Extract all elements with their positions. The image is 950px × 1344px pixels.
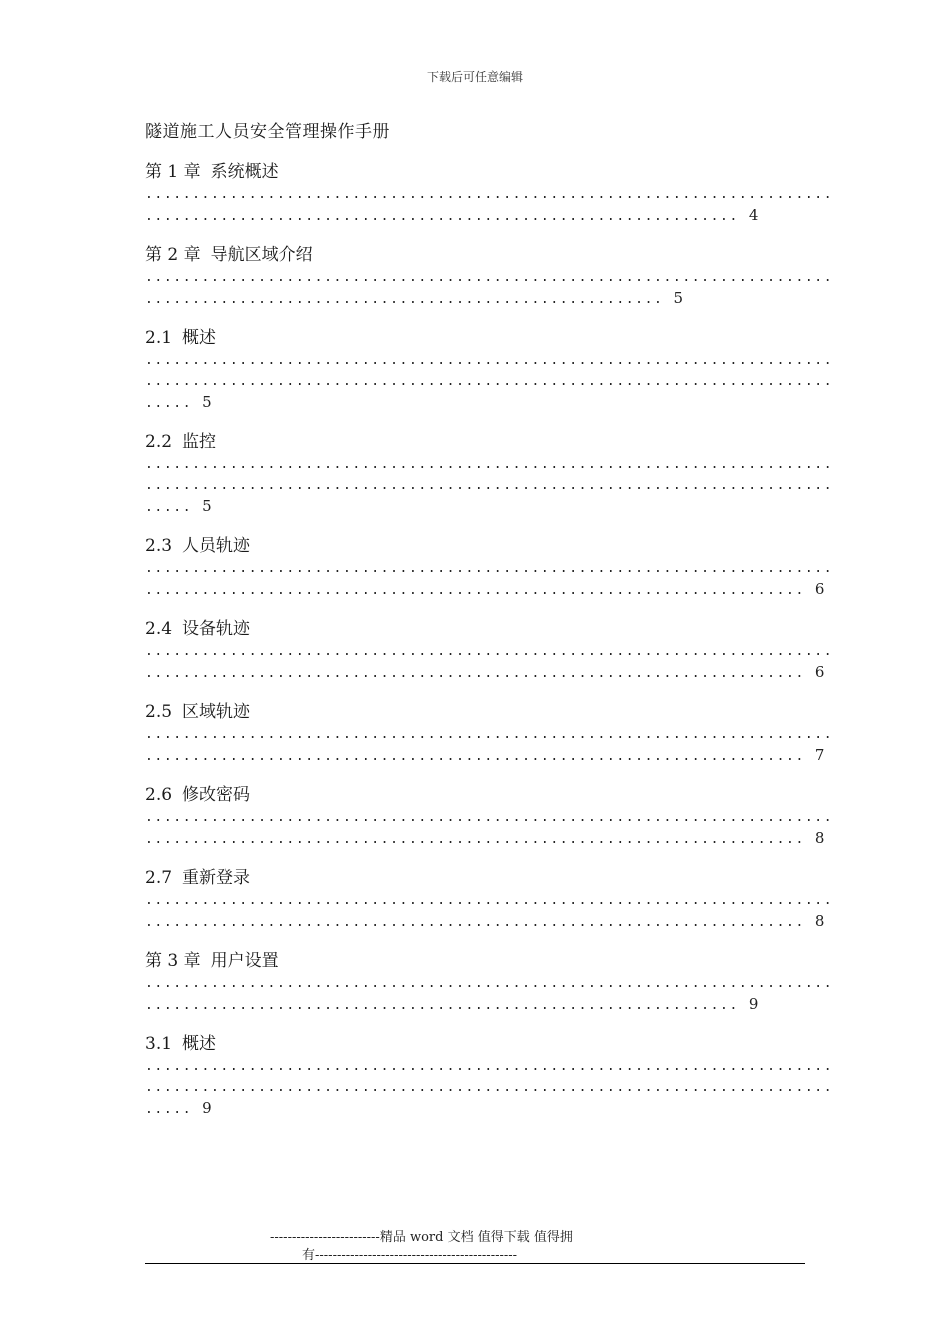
toc-leader-dots: ......................................................................... — [145, 374, 834, 389]
toc-leader-dots: ......................................................................... — [145, 893, 834, 908]
toc-entry-number: 第 2 章 — [145, 245, 201, 265]
toc-entry-label: 用户设置 — [210, 951, 279, 971]
toc-entry[interactable] — [145, 783, 834, 850]
toc-entry-number: 2.4 — [145, 619, 173, 639]
toc-entry-heading — [145, 534, 805, 558]
toc-entry-number: 2.7 — [145, 868, 173, 888]
toc-leader-dots: ..... 5 — [145, 393, 212, 411]
toc-page-number: 5 — [673, 289, 684, 307]
toc-leader-dots: ......................................................................... — [145, 478, 834, 493]
toc-entry-number: 2.3 — [145, 536, 173, 556]
toc-entry-heading — [145, 866, 805, 890]
toc-entry-label: 设备轨迹 — [182, 619, 251, 639]
toc-entry-heading — [145, 1032, 805, 1056]
table-of-contents — [145, 160, 834, 1136]
toc-leader-dots: ......................................................................... — [145, 727, 834, 742]
toc-entry-heading — [145, 617, 805, 641]
toc-entry-heading — [145, 700, 805, 724]
toc-page-number: 5 — [202, 393, 212, 411]
footer-line-1: -------------------------精品 word 文档 值得下载 值得拥 — [270, 1230, 573, 1245]
toc-entry[interactable] — [145, 617, 834, 684]
toc-entry-label: 区域轨迹 — [182, 702, 251, 722]
toc-page-number: 9 — [202, 1099, 212, 1117]
toc-entry-label: 监控 — [182, 432, 217, 452]
toc-entry-heading — [145, 326, 805, 350]
toc-entry-heading — [145, 949, 805, 973]
toc-leader-dots: ...................................................................... 8 — [145, 912, 825, 930]
toc-leader-dots: ......................................................................... — [145, 561, 834, 576]
toc-entry-label: 人员轨迹 — [182, 536, 251, 556]
footer-line-2: 有---------------------------------------------- — [302, 1248, 518, 1263]
toc-page-number: 8 — [814, 829, 825, 847]
toc-entry[interactable] — [145, 700, 834, 767]
toc-entry-label: 重新登录 — [182, 868, 251, 888]
toc-page-number: 9 — [748, 995, 759, 1013]
toc-entry-number: 2.2 — [145, 432, 173, 452]
toc-page-number: 5 — [202, 497, 212, 515]
toc-entry-label: 概述 — [182, 1034, 217, 1054]
toc-leader-dots: ...................................................................... 6 — [145, 580, 825, 598]
toc-leader-dots: ......................................................................... — [145, 644, 834, 659]
toc-entry[interactable] — [145, 326, 834, 414]
toc-entry[interactable] — [145, 430, 834, 518]
footer-rule — [145, 1263, 805, 1264]
toc-entry-number: 2.1 — [145, 328, 173, 348]
toc-entry[interactable] — [145, 866, 834, 933]
toc-entry-heading — [145, 160, 805, 184]
toc-entry[interactable] — [145, 1032, 834, 1120]
toc-entry-label: 导航区域介绍 — [210, 245, 313, 265]
toc-page-number: 8 — [814, 912, 825, 930]
toc-entry-number: 第 3 章 — [145, 951, 201, 971]
header-note: 下载后可任意编辑 — [426, 70, 523, 84]
toc-leader-dots: ............................................................... 9 — [145, 995, 759, 1013]
toc-entry[interactable] — [145, 160, 834, 227]
toc-entry-heading — [145, 430, 805, 454]
toc-entry-label: 系统概述 — [210, 162, 279, 182]
toc-leader-dots: ..... 9 — [145, 1099, 212, 1117]
toc-page-number: 6 — [814, 663, 825, 681]
toc-leader-dots: ..... 5 — [145, 497, 212, 515]
toc-leader-dots: ......................................................................... — [145, 976, 834, 991]
toc-leader-dots: ......................................................................... — [145, 353, 834, 368]
toc-entry-number: 2.5 — [145, 702, 173, 722]
toc-entry[interactable] — [145, 534, 834, 601]
toc-entry-number: 2.6 — [145, 785, 173, 805]
toc-leader-dots: ............................................................... 4 — [145, 206, 759, 224]
toc-entry-label: 概述 — [182, 328, 217, 348]
toc-page-number: 4 — [748, 206, 759, 224]
toc-leader-dots: ......................................................................... — [145, 1059, 834, 1074]
toc-entry-heading — [145, 783, 805, 807]
toc-leader-dots: ......................................................................... — [145, 810, 834, 825]
toc-entry-label: 修改密码 — [182, 785, 251, 805]
toc-leader-dots: ......................................................................... — [145, 187, 834, 202]
toc-entry[interactable] — [145, 949, 834, 1016]
toc-entry-number: 第 1 章 — [145, 162, 201, 182]
toc-leader-dots: ...................................................................... 7 — [145, 746, 825, 764]
toc-leader-dots: ...................................................................... 8 — [145, 829, 825, 847]
toc-page-number: 6 — [814, 580, 825, 598]
toc-leader-dots: ......................................................................... — [145, 270, 834, 285]
toc-leader-dots: ......................................................................... — [145, 457, 834, 472]
footer-text — [270, 1229, 690, 1265]
toc-entry[interactable] — [145, 243, 834, 310]
toc-entry-heading — [145, 243, 805, 267]
toc-leader-dots: ......................................................................... — [145, 1080, 834, 1095]
toc-leader-dots: ....................................................... 5 — [145, 289, 684, 307]
toc-leader-dots: ...................................................................... 6 — [145, 663, 825, 681]
toc-entry-number: 3.1 — [145, 1034, 173, 1054]
toc-page-number: 7 — [814, 746, 825, 764]
document-title: 隧道施工人员安全管理操作手册 — [145, 122, 390, 142]
